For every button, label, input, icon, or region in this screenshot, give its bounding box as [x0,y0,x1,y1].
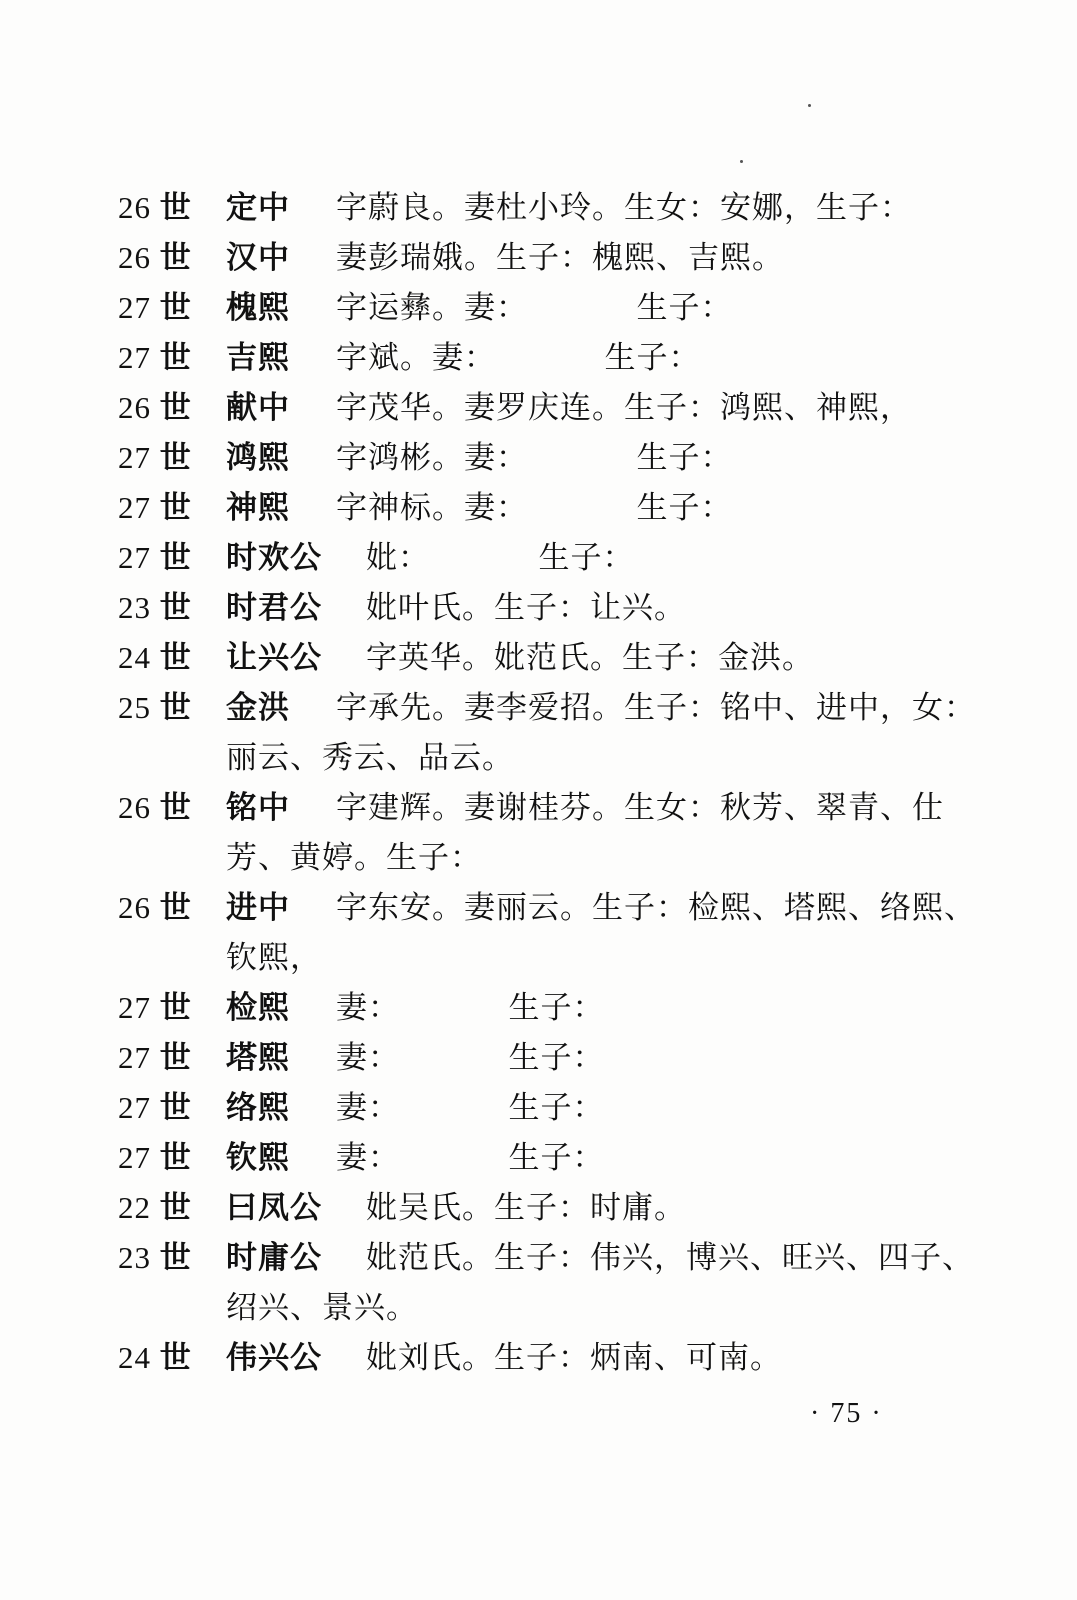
genealogy-entry [118,1233,974,1283]
generation-label [118,1083,226,1133]
generation-number: 27 [118,290,151,325]
generation-char: 世 [159,890,192,926]
person-description: 字东安。妻丽云。生子：检熙、塔熙、络熙、 [336,890,976,926]
scan-speck [740,160,743,163]
generation-label [118,783,226,833]
person-name: 伟兴公 [226,1340,322,1376]
generation-number: 27 [118,490,151,525]
person-name: 曰凤公 [226,1190,322,1226]
person-name: 汉中 [226,240,290,276]
generation-char: 世 [159,1340,192,1376]
generation-char: 世 [159,190,192,226]
person-description: 字蔚良。妻杜小玲。生女：安娜，生子： [336,190,912,226]
generation-char: 世 [159,990,192,1026]
genealogy-entry [118,233,958,283]
generation-char: 世 [159,1190,192,1226]
person-description: 字承先。妻李爱招。生子：铭中、进中，女： [336,690,976,726]
generation-number: 23 [118,590,151,625]
generation-number: 27 [118,1090,151,1125]
generation-number: 24 [118,1340,151,1375]
person-description: 妣： 生子： [366,540,635,576]
genealogy-entry [118,283,958,333]
genealogy-entry [118,583,958,633]
genealogy-entry [118,433,958,483]
generation-char: 世 [159,640,192,676]
person-name: 时欢公 [226,540,322,576]
generation-char: 世 [159,1240,192,1276]
generation-number: 27 [118,440,151,475]
generation-label [118,883,226,933]
generation-char: 世 [159,1040,192,1076]
genealogy-entries [118,183,976,1383]
generation-char: 世 [159,240,192,276]
generation-number: 25 [118,690,151,725]
person-name: 铭中 [226,790,290,826]
person-description: 妣刘氏。生子：炳南、可南。 [366,1340,782,1376]
person-name: 时庸公 [226,1240,322,1276]
person-description: 妻彭瑞娥。生子：槐熙、吉熙。 [336,240,784,276]
person-name: 神熙 [226,490,290,526]
generation-label [118,483,226,533]
genealogy-entry [118,683,976,733]
person-description: 字运彝。妻： 生子： [336,290,733,326]
genealogy-entry [118,383,958,433]
person-description-continued: 绍兴、景兴。 [226,1290,418,1326]
genealogy-entry [118,533,958,583]
person-description: 妣吴氏。生子：时庸。 [366,1190,686,1226]
generation-label [118,583,226,633]
generation-number: 24 [118,640,151,675]
generation-char: 世 [159,490,192,526]
genealogy-entry [118,1033,958,1083]
person-name: 鸿熙 [226,440,290,476]
person-name: 检熙 [226,990,290,1026]
person-name: 吉熙 [226,340,290,376]
person-name: 塔熙 [226,1040,290,1076]
genealogy-entry [118,633,958,683]
generation-number: 27 [118,1140,151,1175]
person-description: 妻： 生子： [336,1090,605,1126]
generation-number: 26 [118,240,151,275]
generation-label [118,683,226,733]
person-name: 络熙 [226,1090,290,1126]
person-name: 钦熙 [226,1140,290,1176]
generation-char: 世 [159,440,192,476]
genealogy-entry [118,783,958,833]
genealogy-entry [118,1083,958,1133]
person-description: 妻： 生子： [336,1040,605,1076]
generation-label [118,533,226,583]
person-name: 槐熙 [226,290,290,326]
generation-label [118,1233,226,1283]
generation-label [118,433,226,483]
person-name: 献中 [226,390,290,426]
generation-number: 27 [118,990,151,1025]
generation-label [118,383,226,433]
person-description: 字建辉。妻谢桂芬。生女：秋芳、翠青、仕 [336,790,944,826]
generation-number: 27 [118,540,151,575]
person-name: 金洪 [226,690,290,726]
person-description: 字鸿彬。妻： 生子： [336,440,733,476]
person-description: 字斌。妻： 生子： [336,340,701,376]
generation-number: 26 [118,190,151,225]
genealogy-entry [118,983,958,1033]
generation-char: 世 [159,690,192,726]
generation-char: 世 [159,1090,192,1126]
generation-label [118,283,226,333]
generation-number: 26 [118,890,151,925]
genealogy-entry [118,1333,958,1383]
generation-number: 22 [118,1190,151,1225]
person-description: 字英华。妣范氏。生子：金洪。 [366,640,814,676]
generation-number: 26 [118,390,151,425]
generation-char: 世 [159,1140,192,1176]
person-name: 让兴公 [226,640,322,676]
generation-label [118,1033,226,1083]
generation-number: 27 [118,1040,151,1075]
generation-char: 世 [159,290,192,326]
generation-char: 世 [159,790,192,826]
genealogy-entry [118,483,958,533]
genealogy-entry [118,333,958,383]
generation-label [118,333,226,383]
genealogy-entry [118,1183,958,1233]
generation-label [118,1183,226,1233]
generation-label [118,183,226,233]
generation-number: 23 [118,1240,151,1275]
generation-char: 世 [159,340,192,376]
generation-char: 世 [159,590,192,626]
scan-speck [808,104,811,107]
person-description: 妻： 生子： [336,1140,605,1176]
genealogy-entry [118,1133,958,1183]
generation-label [118,1333,226,1383]
person-description: 妣范氏。生子：伟兴，博兴、旺兴、四子、 [366,1240,974,1276]
person-description-continued: 芳、黄婷。生子： [226,840,482,876]
generation-label [118,1133,226,1183]
generation-label [118,983,226,1033]
person-description: 妣叶氏。生子：让兴。 [366,590,686,626]
generation-number: 26 [118,790,151,825]
generation-char: 世 [159,390,192,426]
generation-label [118,233,226,283]
genealogy-entry [118,883,976,933]
generation-label [118,633,226,683]
generation-number: 27 [118,340,151,375]
genealogy-entry [118,183,958,233]
person-name: 进中 [226,890,290,926]
person-description-continued: 钦熙， [226,940,322,976]
page-number: · 75 · [810,1398,883,1429]
person-name: 定中 [226,190,290,226]
person-description: 字茂华。妻罗庆连。生子：鸿熙、神熙， [336,390,912,426]
person-description-continued: 丽云、秀云、品云。 [226,740,514,776]
person-description: 字神标。妻： 生子： [336,490,733,526]
person-description: 妻： 生子： [336,990,605,1026]
person-name: 时君公 [226,590,322,626]
generation-char: 世 [159,540,192,576]
